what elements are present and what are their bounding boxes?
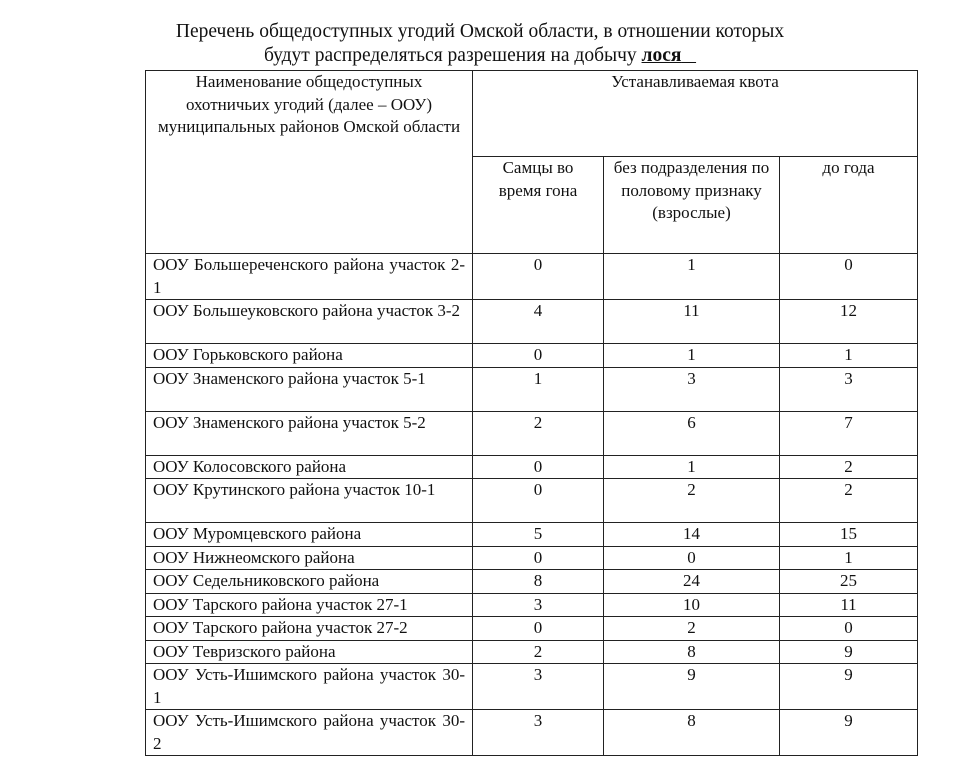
hunting-ground-name-cell: ООУ Знаменского района участок 5-1	[146, 367, 473, 411]
table-row	[146, 523, 918, 547]
header-quota: Устанавливаемая квота	[473, 71, 918, 157]
hunting-ground-name-cell: ООУ Горьковского района	[146, 344, 473, 368]
hunting-ground-name-cell: ООУ Тарского района участок 27-1	[146, 593, 473, 617]
hunting-ground-name-cell: ООУ Тарского района участок 27-2	[146, 617, 473, 641]
males-rut-cell: 2	[473, 411, 604, 455]
header-males-rut: Самцы во время гона	[473, 157, 604, 254]
hunting-ground-name-cell: ООУ Большереченского района участок 2-1	[146, 254, 473, 300]
males-rut-cell: 0	[473, 546, 604, 570]
title-underline-tail	[681, 45, 696, 66]
table-row	[146, 617, 918, 641]
males-rut-cell: 1	[473, 367, 604, 411]
males-rut-cell: 3	[473, 593, 604, 617]
title-line-2	[0, 44, 960, 68]
adults-cell: 8	[604, 640, 780, 664]
under-one-year-cell: 3	[780, 367, 918, 411]
males-rut-cell: 3	[473, 664, 604, 710]
hunting-ground-name-cell: ООУ Усть-Ишимского района участок 30-1	[146, 664, 473, 710]
adults-cell: 9	[604, 664, 780, 710]
document-title	[0, 20, 960, 68]
males-rut-cell: 0	[473, 344, 604, 368]
hunting-ground-name-cell: ООУ Знаменского района участок 5-2	[146, 411, 473, 455]
hunting-ground-name-cell: ООУ Тевризского района	[146, 640, 473, 664]
adults-cell: 1	[604, 254, 780, 300]
males-rut-cell: 0	[473, 254, 604, 300]
header-hunting-grounds: Наименование общедоступных охотничьих угодий (далее – ООУ) муниципальных районов Омской области	[146, 71, 473, 254]
adults-cell: 0	[604, 546, 780, 570]
title-line-2-prefix: будут распределяться разрешения на добычу	[263, 45, 637, 66]
males-rut-cell: 5	[473, 523, 604, 547]
adults-cell: 8	[604, 710, 780, 756]
adults-cell: 11	[604, 300, 780, 344]
table-row	[146, 593, 918, 617]
males-rut-cell: 8	[473, 570, 604, 594]
table-row	[146, 300, 918, 344]
adults-cell: 1	[604, 455, 780, 479]
table-row	[146, 411, 918, 455]
hunting-ground-name-cell: ООУ Усть-Ишимского района участок 30-2	[146, 710, 473, 756]
under-one-year-cell: 25	[780, 570, 918, 594]
adults-cell: 2	[604, 617, 780, 641]
table-row	[146, 710, 918, 756]
males-rut-cell: 3	[473, 710, 604, 756]
adults-cell: 2	[604, 479, 780, 523]
adults-cell: 3	[604, 367, 780, 411]
table-row	[146, 570, 918, 594]
males-rut-cell: 0	[473, 479, 604, 523]
table-row	[146, 367, 918, 411]
species-name: лося	[641, 45, 682, 66]
hunting-ground-name-cell: ООУ Седельниковского района	[146, 570, 473, 594]
under-one-year-cell: 12	[780, 300, 918, 344]
males-rut-cell: 4	[473, 300, 604, 344]
table-row	[146, 254, 918, 300]
under-one-year-cell: 9	[780, 710, 918, 756]
males-rut-cell: 0	[473, 455, 604, 479]
under-one-year-cell: 7	[780, 411, 918, 455]
males-rut-cell: 2	[473, 640, 604, 664]
hunting-ground-name-cell: ООУ Колосовского района	[146, 455, 473, 479]
adults-cell: 14	[604, 523, 780, 547]
title-line-1: Перечень общедоступных угодий Омской области, в отношении которых	[175, 21, 785, 42]
males-rut-cell: 0	[473, 617, 604, 641]
under-one-year-cell: 2	[780, 455, 918, 479]
quota-table	[145, 70, 918, 756]
hunting-ground-name-cell: ООУ Крутинского района участок 10-1	[146, 479, 473, 523]
hunting-ground-name-cell: ООУ Большеуковского района участок 3-2	[146, 300, 473, 344]
adults-cell: 1	[604, 344, 780, 368]
under-one-year-cell: 1	[780, 344, 918, 368]
adults-cell: 10	[604, 593, 780, 617]
under-one-year-cell: 11	[780, 593, 918, 617]
under-one-year-cell: 0	[780, 254, 918, 300]
under-one-year-cell: 9	[780, 640, 918, 664]
header-under-one-year: до года	[780, 157, 918, 254]
under-one-year-cell: 0	[780, 617, 918, 641]
under-one-year-cell: 9	[780, 664, 918, 710]
table-body	[146, 254, 918, 756]
header-adults-no-sex: без подразделения по половому признаку (взрослые)	[604, 157, 780, 254]
under-one-year-cell: 15	[780, 523, 918, 547]
under-one-year-cell: 1	[780, 546, 918, 570]
table-row	[146, 546, 918, 570]
adults-cell: 24	[604, 570, 780, 594]
table-row	[146, 344, 918, 368]
adults-cell: 6	[604, 411, 780, 455]
hunting-ground-name-cell: ООУ Муромцевского района	[146, 523, 473, 547]
hunting-ground-name-cell: ООУ Нижнеомского района	[146, 546, 473, 570]
table-row	[146, 479, 918, 523]
table-row	[146, 664, 918, 710]
table-row	[146, 640, 918, 664]
table-row	[146, 455, 918, 479]
under-one-year-cell: 2	[780, 479, 918, 523]
